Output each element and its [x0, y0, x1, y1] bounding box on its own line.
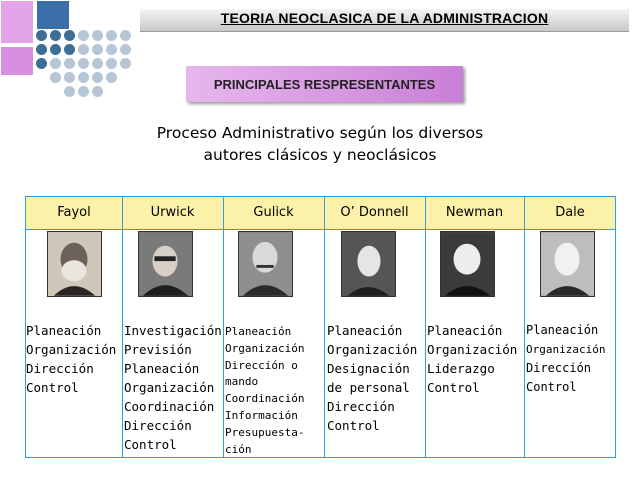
dot — [64, 86, 75, 97]
author-name-fayol: Fayol — [57, 205, 91, 220]
stage-item: mando — [225, 375, 259, 389]
stage-list-odonnell — [327, 321, 417, 435]
dot — [120, 30, 131, 41]
dot — [78, 86, 89, 97]
stage-item: Planeación — [225, 325, 292, 338]
stage-item: Liderazgo — [427, 361, 495, 376]
stage-item: Previsión — [124, 342, 192, 357]
dot — [78, 30, 89, 41]
stage-item: Presupuesta- — [225, 425, 305, 439]
column-divider — [223, 197, 224, 457]
dot — [50, 58, 61, 69]
dot — [64, 58, 75, 69]
stage-item: Control — [526, 380, 577, 394]
stage-item: Control — [26, 380, 79, 395]
stage-item: Dirección — [526, 361, 592, 375]
dot — [92, 86, 103, 97]
stage-item: Organización — [26, 342, 117, 357]
page-title: TEORIA NEOCLASICA DE LA ADMINISTRACION — [220, 10, 549, 26]
dot — [120, 58, 131, 69]
dot — [92, 44, 103, 55]
stage-item: ción — [225, 442, 252, 456]
stage-item: Control — [427, 380, 480, 395]
stage-item: Planeación — [526, 323, 599, 337]
portrait-photo-urwick — [138, 231, 193, 297]
portrait-photo-dale — [540, 231, 595, 297]
stage-item: Planeación — [427, 323, 503, 338]
stage-item: Organización — [526, 343, 606, 356]
stage-item: Organización — [225, 341, 305, 355]
section-heading — [120, 122, 520, 166]
stage-item: Organización — [327, 342, 418, 357]
stage-item: Planeación — [327, 323, 403, 338]
stage-item: Control — [124, 437, 177, 452]
stage-item: Control — [327, 418, 380, 433]
dot — [64, 44, 75, 55]
dot — [106, 58, 117, 69]
stage-item: Investigación — [124, 323, 222, 338]
column-divider — [524, 197, 525, 457]
dot — [92, 30, 103, 41]
corner-square-mid — [0, 46, 34, 76]
dot — [120, 44, 131, 55]
author-name-urwick: Urwick — [150, 205, 195, 220]
stage-item: Coordinación — [225, 392, 305, 406]
author-name-dale: Dale — [555, 205, 585, 220]
stage-list-dale — [526, 321, 605, 397]
stage-item: Planeación — [124, 361, 200, 376]
dot — [36, 58, 47, 69]
portrait-photo-fayol — [47, 231, 102, 297]
stage-item: Organización — [124, 380, 215, 395]
subtitle-banner — [186, 66, 463, 102]
dot — [36, 30, 47, 41]
column-divider — [122, 197, 123, 457]
stage-list-urwick — [124, 321, 222, 454]
portrait-photo-newman — [440, 231, 495, 297]
dot — [78, 72, 89, 83]
stage-item: Coordinación — [124, 399, 215, 414]
dot — [92, 58, 103, 69]
stage-item: Organización — [427, 342, 518, 357]
dot — [106, 44, 117, 55]
author-name-gulick: Gulick — [253, 205, 294, 220]
dot — [106, 30, 117, 41]
portrait-photo-gulick — [238, 231, 293, 297]
heading-line-2: autores clásicos y neoclásicos — [203, 146, 437, 164]
stage-item: Información — [225, 408, 298, 422]
dot — [78, 58, 89, 69]
dot — [36, 44, 47, 55]
stage-item: de personal — [327, 380, 410, 395]
corner-square-top — [36, 0, 70, 30]
dot — [92, 72, 103, 83]
stage-item: Dirección — [26, 361, 94, 376]
dot — [64, 30, 75, 41]
portrait-photo-odonnell — [341, 231, 396, 297]
dot — [106, 72, 117, 83]
stage-item: Dirección o — [225, 358, 298, 372]
author-name-newman: Newman — [445, 205, 504, 220]
stage-item: Dirección — [327, 399, 395, 414]
stage-list-fayol — [26, 321, 116, 397]
dot — [50, 44, 61, 55]
stage-item: Planeación — [26, 323, 102, 338]
author-name-odonnell: O’ Donnell — [340, 205, 409, 220]
subtitle-text: PRINCIPALES RESPRESENTANTES — [213, 77, 436, 92]
dot — [50, 72, 61, 83]
heading-line-1: Proceso Administrativo según los diversos — [156, 124, 484, 142]
column-divider — [324, 197, 325, 457]
stage-list-gulick — [225, 324, 304, 458]
dot — [64, 72, 75, 83]
dot — [78, 44, 89, 55]
stage-item: Designación — [327, 361, 410, 376]
dot — [50, 30, 61, 41]
stage-item: Dirección — [124, 418, 192, 433]
title-bar — [140, 9, 629, 32]
corner-square-top-left — [0, 0, 34, 44]
column-divider — [425, 197, 426, 457]
stage-list-newman — [427, 321, 517, 397]
